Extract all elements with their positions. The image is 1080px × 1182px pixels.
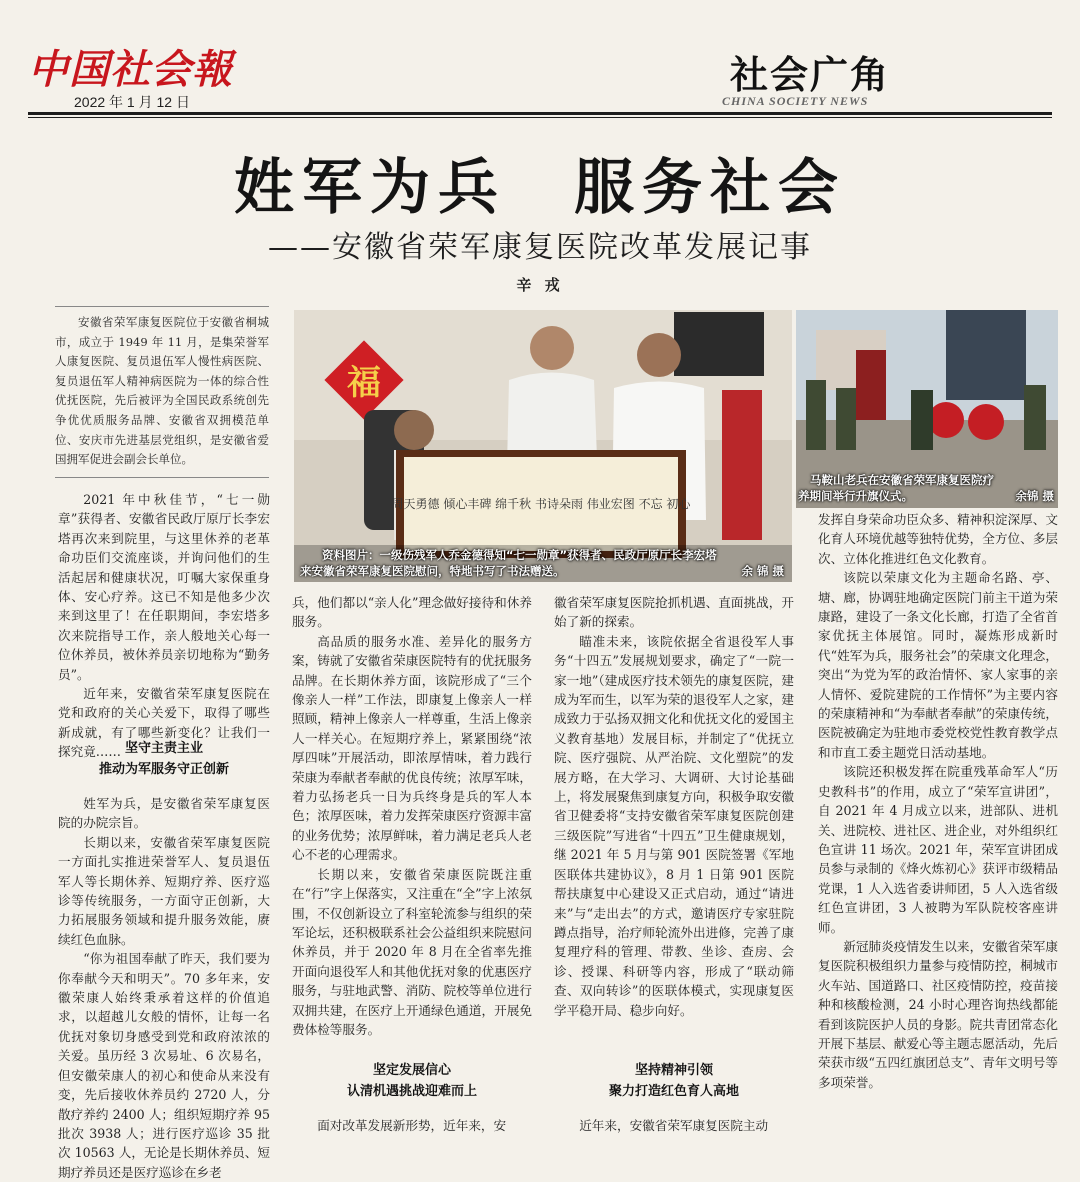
section-title: 社会广角	[729, 53, 890, 97]
masthead-rule-thin	[28, 117, 1052, 118]
section-heading-1: 坚守主责主业 推动为军服务守正创新	[98, 741, 229, 777]
article-column-1	[58, 490, 270, 762]
main-photo-caption-line-2: 来安徽省荣军康复医院慰问，特地书写了书法赠送。	[300, 564, 565, 578]
article-byline: 辛 戎	[516, 276, 564, 294]
article-column-1-cont	[58, 794, 270, 1182]
paragraph: 2021 年中秋佳节，“七一勋章”获得者、安徽省民政厅原厅长李宏塔再次来到院里，与这里休养的老革命功臣们交流座谈，并询问他们的生活起居和健康状况，叮嘱大家保重身体、安心疗养。这已不知是他多少次来到这里了！在任职期间，李宏塔多次来院指导工作，亲人般地关心每一位休养员，被休养员亲切地称为“勤务员”。	[58, 492, 270, 682]
issue-date: 2022 年 1 月 12 日	[74, 94, 190, 110]
main-photo-caption-line-1: 资料图片：一级伤残军人乔金德得知“七一勋章”获得者、民政厅原厅长李宏塔	[322, 548, 717, 562]
paragraph: 该院以荣康文化为主题命名路、亭、塘、廊，协调驻地确定医院门前主干道为荣康路，建设了一条文化长廊，打造了全省首家优抚主体展馆。同时，凝炼形成新时代“姓军为兵，服务社会”的荣康文化理念，突出“为党为军的政治情怀、家人家事的亲人情怀、爱院建院的工作情怀”为主要内容的荣康精神和“为奉献者奉献”的荣康传统，医院被确定为驻地市委党校党性教育教学点和市直工委主题党日活动基地。	[818, 570, 1058, 760]
article-column-2	[292, 593, 532, 1039]
paragraph: 面对改革发展新形势，近年来，安	[317, 1118, 507, 1133]
paragraph: “你为祖国奉献了昨天，我们要为你奉献今天和明天”。70 多年来，安徽荣康人始终秉承着这样的价值追求，以超越儿女般的情怀，让每一名优抚对象切身感受到党和政府浓浓的关爱。虽历经 3 次易址、6 次易名，但安徽荣康人的初心和使命从来没有变，先后接收休养员约 2720 人，分散疗养约 2400 人；组织短期疗养 95 批次 3938 人；进行医疗巡诊 35 批次 10563 人，无论是长期休养员、短期疗养员还是医疗巡诊在乡老	[58, 951, 270, 1180]
section-heading-2: 坚定发展信心 认清机遇挑战迎难而上	[346, 1063, 477, 1099]
article-column-4	[818, 510, 1058, 1092]
side-photo-caption-line-1: 马鞍山老兵在安徽省荣军康复医院疗	[810, 473, 994, 487]
paragraph: 发挥自身荣命功臣众多、精神积淀深厚、文化育人环境优越等独特优势，全方位、多层次、立体化推进红色文化教育。	[818, 512, 1058, 566]
fu-character: 福	[347, 363, 381, 403]
paragraph: 近年来，安徽省荣军康复医院在党和政府的关心关爱下，取得了哪些新成就，有了哪些新变化？让我们一探究竟……	[58, 686, 270, 760]
paragraph: 该院还积极发挥在院重残革命军人“历史教科书”的作用，成立了“荣军宣讲团”，自 2021 年 4 月成立以来，进部队、进机关、进院校、进社区、进企业，对外组织红色宣讲 11 场次。2021 年，荣军宣讲团成员参与录制的《烽火炼初心》获评市级精品党课，1 人入选省委讲师团，5 人入选省级红色宣讲团，3 人被聘为军队院校客座讲师。	[818, 764, 1058, 935]
newspaper-logo: 中国社会報	[28, 46, 233, 93]
paragraph: 高品质的服务水准、差异化的服务方案，铸就了安徽省荣康医院特有的优抚服务品牌。在长期休养方面，该院形成了“三个像亲人一样”工作法，即康复上像亲人一样照顾，精神上像亲人一样尊重，生活上像亲人一样关心。在短期疗养上，紧紧围绕“浓厚四味”开展活动，即浓厚情味，着力践行荣康为奉献者奉献的优良传统；浓厚军味，着力弘扬老兵一日为兵终身是兵的军人本色；浓厚医味，着力发挥荣康医疗资源丰富的业务优势；浓厚鲜味，着力满足老兵人老心不老的心理需求。	[292, 633, 532, 863]
lead-summary-text: 安徽省荣军康复医院位于安徽省桐城市，成立于 1949 年 11 月，是集荣誉军人康复医院、复员退伍军人慢性病医院、复员退伍军人精神病医院为一体的综合性优抚医院，先后被评为全国民政系统创先争优优质服务品牌、安徽省双拥模范单位、安庆市先进基层党组织，是安徽省爱国拥军促进会副会长单位。	[55, 315, 269, 467]
paragraph: 近年来，安徽省荣军康复医院主动	[579, 1118, 769, 1133]
article-headline: 姓军为兵 服务社会	[234, 153, 846, 223]
paragraph: 长期以来，安徽省荣军康复医院一方面扎实推进荣誉军人、复员退伍军人等长期休养、短期疗养、医疗巡诊等传统服务，一方面守正创新，大力拓展服务领域和提升服务效能，赓续红色血脉。	[58, 834, 270, 947]
article-column-2-cont	[292, 1116, 532, 1135]
side-photo-credit: 余锦 摄	[1015, 489, 1054, 503]
article-column-3-cont	[554, 1116, 794, 1135]
lead-summary-box	[55, 306, 269, 478]
side-photo-caption-line-2: 养期间举行升旗仪式。	[798, 489, 913, 503]
section-title-en: CHINA SOCIETY NEWS	[722, 94, 869, 108]
paragraph: 姓军为兵，是安徽省荣军康复医院的办院宗旨。	[58, 796, 270, 831]
main-photo-credit: 余 锦 摄	[741, 564, 784, 578]
article-column-3	[554, 593, 794, 1020]
masthead-rule	[28, 112, 1052, 115]
main-photo	[294, 310, 792, 582]
side-photo	[796, 310, 1058, 508]
section-heading-3: 坚持精神引领 聚力打造红色育人高地	[608, 1063, 739, 1099]
article-subheadline: ——安徽省荣军康复医院改革发展记事	[268, 230, 812, 265]
paragraph: 瞄准未来，该院依据全省退役军人事务“十四五”发展规划要求，确定了“一院一家一地”（建成医疗技术领先的康复医院，建成为军而生，以军为荣的退役军人之家，建成致力于弘扬双拥文化和优抚文化的爱国主义教育基地）发展目标，并制定了“优抚立院、医疗强院、从严治院、文化塑院”的发展方略，在大学习、大调研、大讨论基础上，将发展聚焦到康复方向，积极争取安徽省卫健委将“支持安徽省荣军康复医院创建三级医院”写进省“十四五”卫生健康规划，继 2021 年 5 月与第 901 医院签署《军地医联体共建协议》，8 月 1 日第 901 医院帮扶康复中心建设又正式启动，通过“请进来”与“走出去”的方式，邀请医疗专家驻院蹲点指导，治疗师轮流外出进修，完善了康复理疗科的管理、带教、坐诊、查房、会诊、授课、科研等内容，形成了“联动筛查、双向转诊”的医联体模式，实现康复医学平稳开局、稳步向好。	[554, 633, 794, 1018]
paragraph: 长期以来，安徽省荣康医院既注重在“行”字上保落实，又注重在“全”字上浓氛围，不仅创新设立了科室轮流参与组织的荣军论坛，还积极联系社会公益组织来院慰问休养员，并于 2020 年 8 月在全省率先推开面向退役军人和其他优抚对象的优惠医疗服务，与驻地武警、消防、院校等单位进行双拥共建，在医疗上开通绿色通道，开展免费体检等服务。	[292, 866, 532, 1037]
paragraph: 新冠肺炎疫情发生以来，安徽省荣军康复医院积极组织力量参与疫情防控，桐城市火车站、国道路口、社区疫情防控，疫苗接种和核酸检测，24 小时心理咨询热线都能看到该院医护人员的身影。院共青团常态化开展下基层、献爱心等主题志愿活动，先后荣获市级“五四红旗团总支”、青年文明号等多项荣誉。	[818, 938, 1058, 1090]
paragraph: 兵，他们都以“亲人化”理念做好接待和休养服务。	[292, 595, 532, 630]
calligraphy-text: 周天勇德 倾心丰碑 绵千秋 书诗朵雨 伟业宏图 不忘 初心	[391, 497, 691, 511]
paragraph: 徽省荣军康复医院抢抓机遇、直面挑战，开始了新的探索。	[554, 595, 794, 630]
main-photo-illustration	[294, 310, 792, 582]
